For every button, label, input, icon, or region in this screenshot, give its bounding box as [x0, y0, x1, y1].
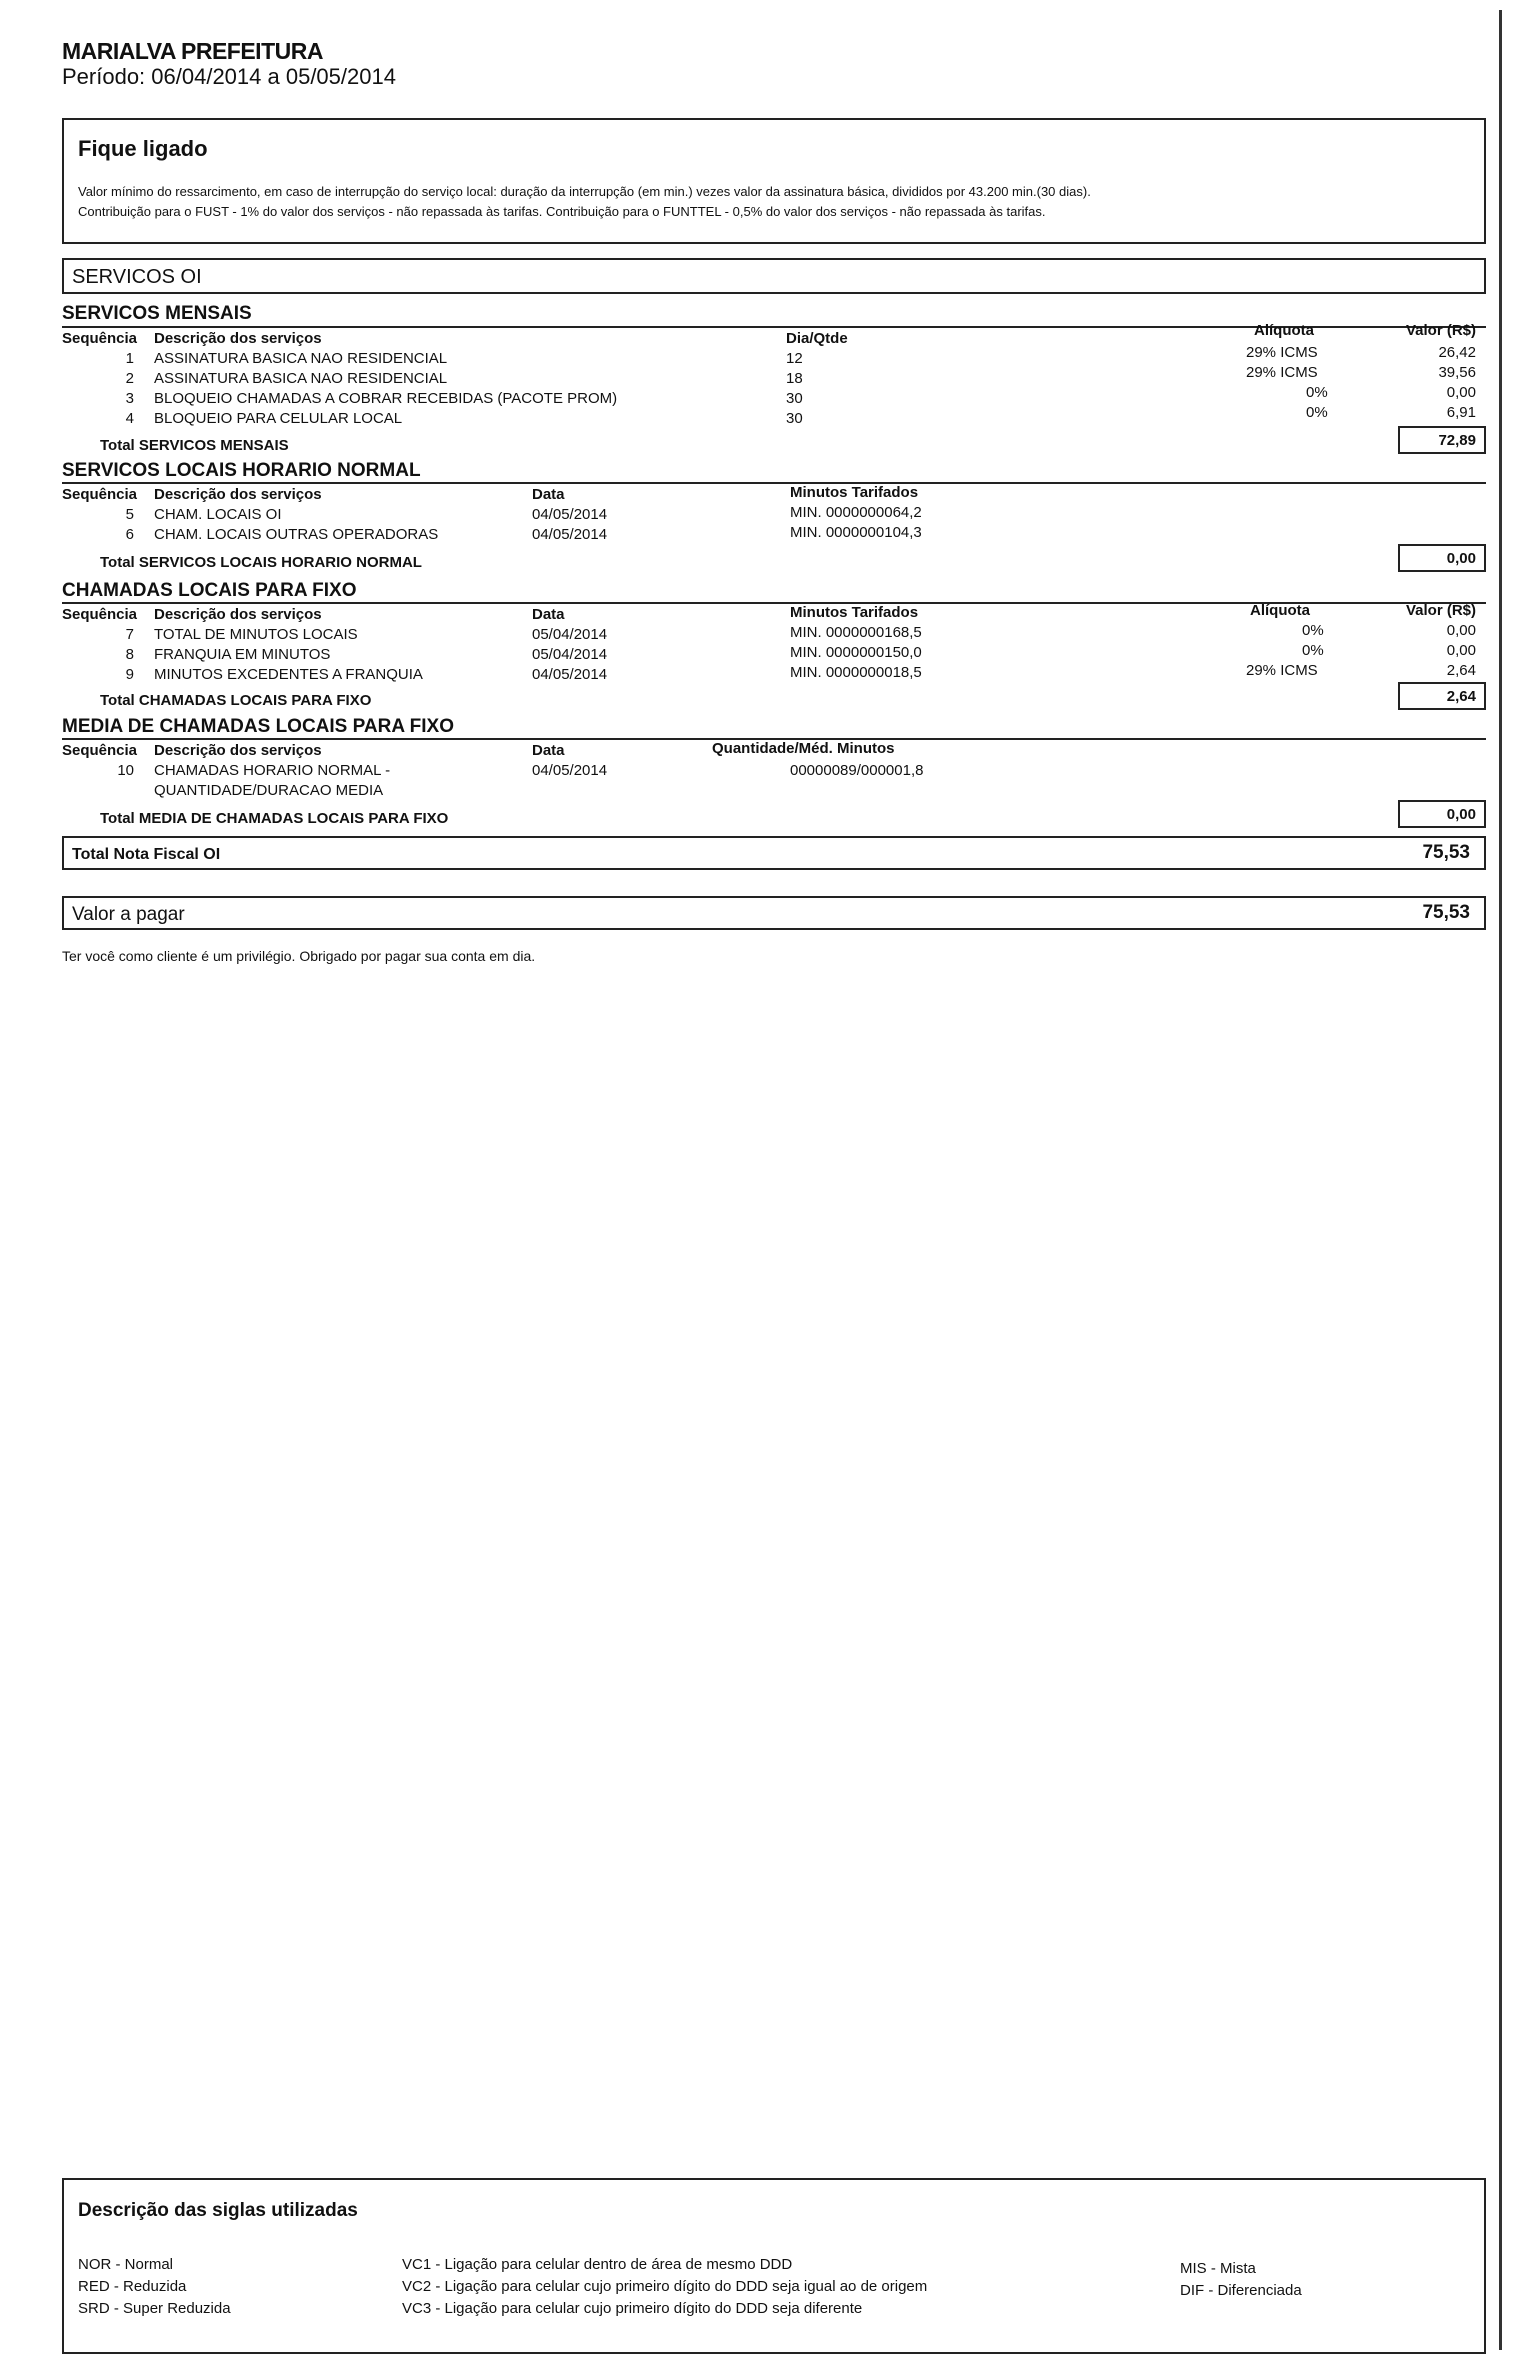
- amount-due-label: Valor a pagar: [72, 904, 185, 925]
- row-seq: 3: [125, 390, 134, 407]
- legend-item: NOR - Normal: [78, 2256, 174, 2273]
- col-header-minutes: Minutos Tarifados: [790, 484, 919, 501]
- row-desc: CHAMADAS HORARIO NORMAL -: [154, 762, 391, 779]
- row-desc: MINUTOS EXCEDENTES A FRANQUIA: [154, 666, 423, 683]
- row-date: 04/05/2014: [532, 666, 608, 683]
- thank-you-message: Ter você como cliente é um privilégio. Obrigado por pagar sua conta em dia.: [62, 948, 536, 964]
- notice-title: Fique ligado: [78, 136, 208, 161]
- legend-item: RED - Reduzida: [78, 2278, 187, 2295]
- total-label-mensais: Total SERVICOS MENSAIS: [100, 437, 289, 454]
- row-desc: FRANQUIA EM MINUTOS: [154, 646, 331, 663]
- row-valor: 0,00: [1446, 622, 1476, 639]
- provider-section-label: SERVICOS OI: [72, 266, 202, 288]
- legend-item: VC1 - Ligação para celular dentro de área de mesmo DDD: [402, 2256, 793, 2273]
- col-header-quantity: Quantidade/Méd. Minutos: [712, 740, 895, 757]
- total-label-fixo: Total CHAMADAS LOCAIS PARA FIXO: [100, 692, 372, 709]
- total-value-fixo: 2,64: [1398, 682, 1486, 710]
- col-header-data: Data: [532, 742, 565, 759]
- col-header-seq: Sequência: [62, 742, 138, 759]
- col-header-valor: Valor (R$): [1405, 602, 1476, 619]
- row-qty: 12: [786, 350, 803, 367]
- legend-item: VC3 - Ligação para celular cujo primeiro dígito do DDD seja diferente: [402, 2300, 863, 2317]
- col-header-valor: Valor (R$): [1405, 322, 1476, 339]
- row-seq: 8: [125, 646, 134, 663]
- abbreviations-legend: [62, 2178, 1486, 2354]
- legend-title: Descrição das siglas utilizadas: [78, 2200, 358, 2221]
- row-minutes: MIN. 0000000150,0: [790, 644, 922, 661]
- row-seq: 6: [125, 526, 134, 543]
- row-valor: 2,64: [1446, 662, 1476, 679]
- row-aliq: 0%: [1302, 622, 1324, 639]
- company-name: MARIALVA PREFEITURA: [62, 38, 323, 64]
- row-qty: 30: [786, 390, 803, 407]
- col-header-qty: Dia/Qtde: [786, 330, 848, 347]
- col-header-data: Data: [532, 486, 565, 503]
- row-desc: CHAM. LOCAIS OI: [154, 506, 282, 523]
- legend-item: VC2 - Ligação para celular cujo primeiro dígito do DDD seja igual ao de origem: [402, 2278, 928, 2295]
- section-title-horario: SERVICOS LOCAIS HORARIO NORMAL: [62, 460, 421, 481]
- row-seq: 1: [125, 350, 134, 367]
- col-header-data: Data: [532, 606, 565, 623]
- invoice-total-value: 75,53: [1422, 842, 1470, 863]
- row-date: 04/05/2014: [532, 762, 608, 779]
- row-valor: 6,91: [1446, 404, 1476, 421]
- amount-due-box: [62, 896, 1486, 930]
- total-value-mensais: 72,89: [1398, 426, 1486, 454]
- row-valor: 0,00: [1446, 642, 1476, 659]
- row-quantity: 00000089/000001,8: [790, 762, 924, 779]
- col-header-seq: Sequência: [62, 486, 138, 503]
- row-valor: 26,42: [1438, 344, 1476, 361]
- invoice-total-box: [62, 836, 1486, 870]
- row-date: 05/04/2014: [532, 646, 608, 663]
- billing-period: Período: 06/04/2014 a 05/05/2014: [62, 64, 396, 89]
- row-seq: 4: [125, 410, 134, 427]
- row-aliq: 29% ICMS: [1246, 662, 1318, 679]
- row-date: 05/04/2014: [532, 626, 608, 643]
- row-desc: TOTAL DE MINUTOS LOCAIS: [154, 626, 358, 643]
- legend-item: SRD - Super Reduzida: [78, 2300, 231, 2317]
- row-valor: 39,56: [1438, 364, 1476, 381]
- row-aliq: 29% ICMS: [1246, 344, 1318, 361]
- col-header-seq: Sequência: [62, 330, 138, 347]
- row-aliq: 0%: [1306, 384, 1328, 401]
- row-aliq: 0%: [1306, 404, 1328, 421]
- scan-edge-line: [1499, 10, 1502, 2350]
- amount-due-value: 75,53: [1422, 902, 1470, 923]
- col-header-desc: Descrição dos serviços: [154, 330, 322, 347]
- row-minutes: MIN. 0000000168,5: [790, 624, 922, 641]
- row-aliq: 0%: [1302, 642, 1324, 659]
- row-minutes: MIN. 0000000064,2: [790, 504, 922, 521]
- total-label-media: Total MEDIA DE CHAMADAS LOCAIS PARA FIXO: [100, 810, 449, 827]
- section-title-fixo: CHAMADAS LOCAIS PARA FIXO: [62, 580, 357, 601]
- row-date: 04/05/2014: [532, 526, 608, 543]
- total-value-horario: 0,00: [1398, 544, 1486, 572]
- row-valor: 0,00: [1446, 384, 1476, 401]
- row-desc: ASSINATURA BASICA NAO RESIDENCIAL: [154, 370, 448, 387]
- row-desc: CHAM. LOCAIS OUTRAS OPERADORAS: [154, 526, 439, 543]
- notice-line-1: Valor mínimo do ressarcimento, em caso de interrupção do serviço local: duração da interrupção (em min.) vezes valor da assinatura básica, divididos por 43.200 min.(30 dias).: [78, 184, 1091, 199]
- row-date: 04/05/2014: [532, 506, 608, 523]
- col-header-desc: Descrição dos serviços: [154, 742, 322, 759]
- total-value-media: 0,00: [1398, 800, 1486, 828]
- col-header-desc: Descrição dos serviços: [154, 486, 322, 503]
- legend-item: DIF - Diferenciada: [1180, 2282, 1302, 2299]
- row-desc-continued: QUANTIDADE/DURACAO MEDIA: [154, 782, 384, 799]
- row-desc: BLOQUEIO PARA CELULAR LOCAL: [154, 410, 403, 427]
- col-header-aliq: Alíquota: [1250, 602, 1310, 619]
- col-header-aliq: Alíquota: [1254, 322, 1314, 339]
- row-aliq: 29% ICMS: [1246, 364, 1318, 381]
- row-desc: BLOQUEIO CHAMADAS A COBRAR RECEBIDAS (PACOTE PROM): [154, 390, 618, 407]
- row-qty: 18: [786, 370, 803, 387]
- section-title-media: MEDIA DE CHAMADAS LOCAIS PARA FIXO: [62, 716, 454, 737]
- col-header-desc: Descrição dos serviços: [154, 606, 322, 623]
- row-minutes: MIN. 0000000104,3: [790, 524, 922, 541]
- section-rule: [62, 482, 1486, 484]
- row-qty: 30: [786, 410, 803, 427]
- row-seq: 5: [125, 506, 134, 523]
- notice-line-2: Contribuição para o FUST - 1% do valor dos serviços - não repassada às tarifas. Contribuição para o FUNTTEL - 0,5% do valor dos serviços - não repassada às tarifas.: [78, 204, 1046, 219]
- provider-section-bar: [62, 258, 1486, 294]
- row-desc: ASSINATURA BASICA NAO RESIDENCIAL: [154, 350, 448, 367]
- legend-item: MIS - Mista: [1180, 2260, 1256, 2277]
- notice-box: [62, 118, 1486, 244]
- total-label-horario: Total SERVICOS LOCAIS HORARIO NORMAL: [100, 554, 422, 571]
- row-minutes: MIN. 0000000018,5: [790, 664, 922, 681]
- col-header-seq: Sequência: [62, 606, 138, 623]
- row-seq: 10: [117, 762, 134, 779]
- col-header-minutes: Minutos Tarifados: [790, 604, 919, 621]
- row-seq: 2: [125, 370, 134, 387]
- invoice-total-label: Total Nota Fiscal OI: [72, 846, 221, 863]
- row-seq: 7: [125, 626, 134, 643]
- section-title-mensais: SERVICOS MENSAIS: [62, 303, 252, 324]
- row-seq: 9: [125, 666, 134, 683]
